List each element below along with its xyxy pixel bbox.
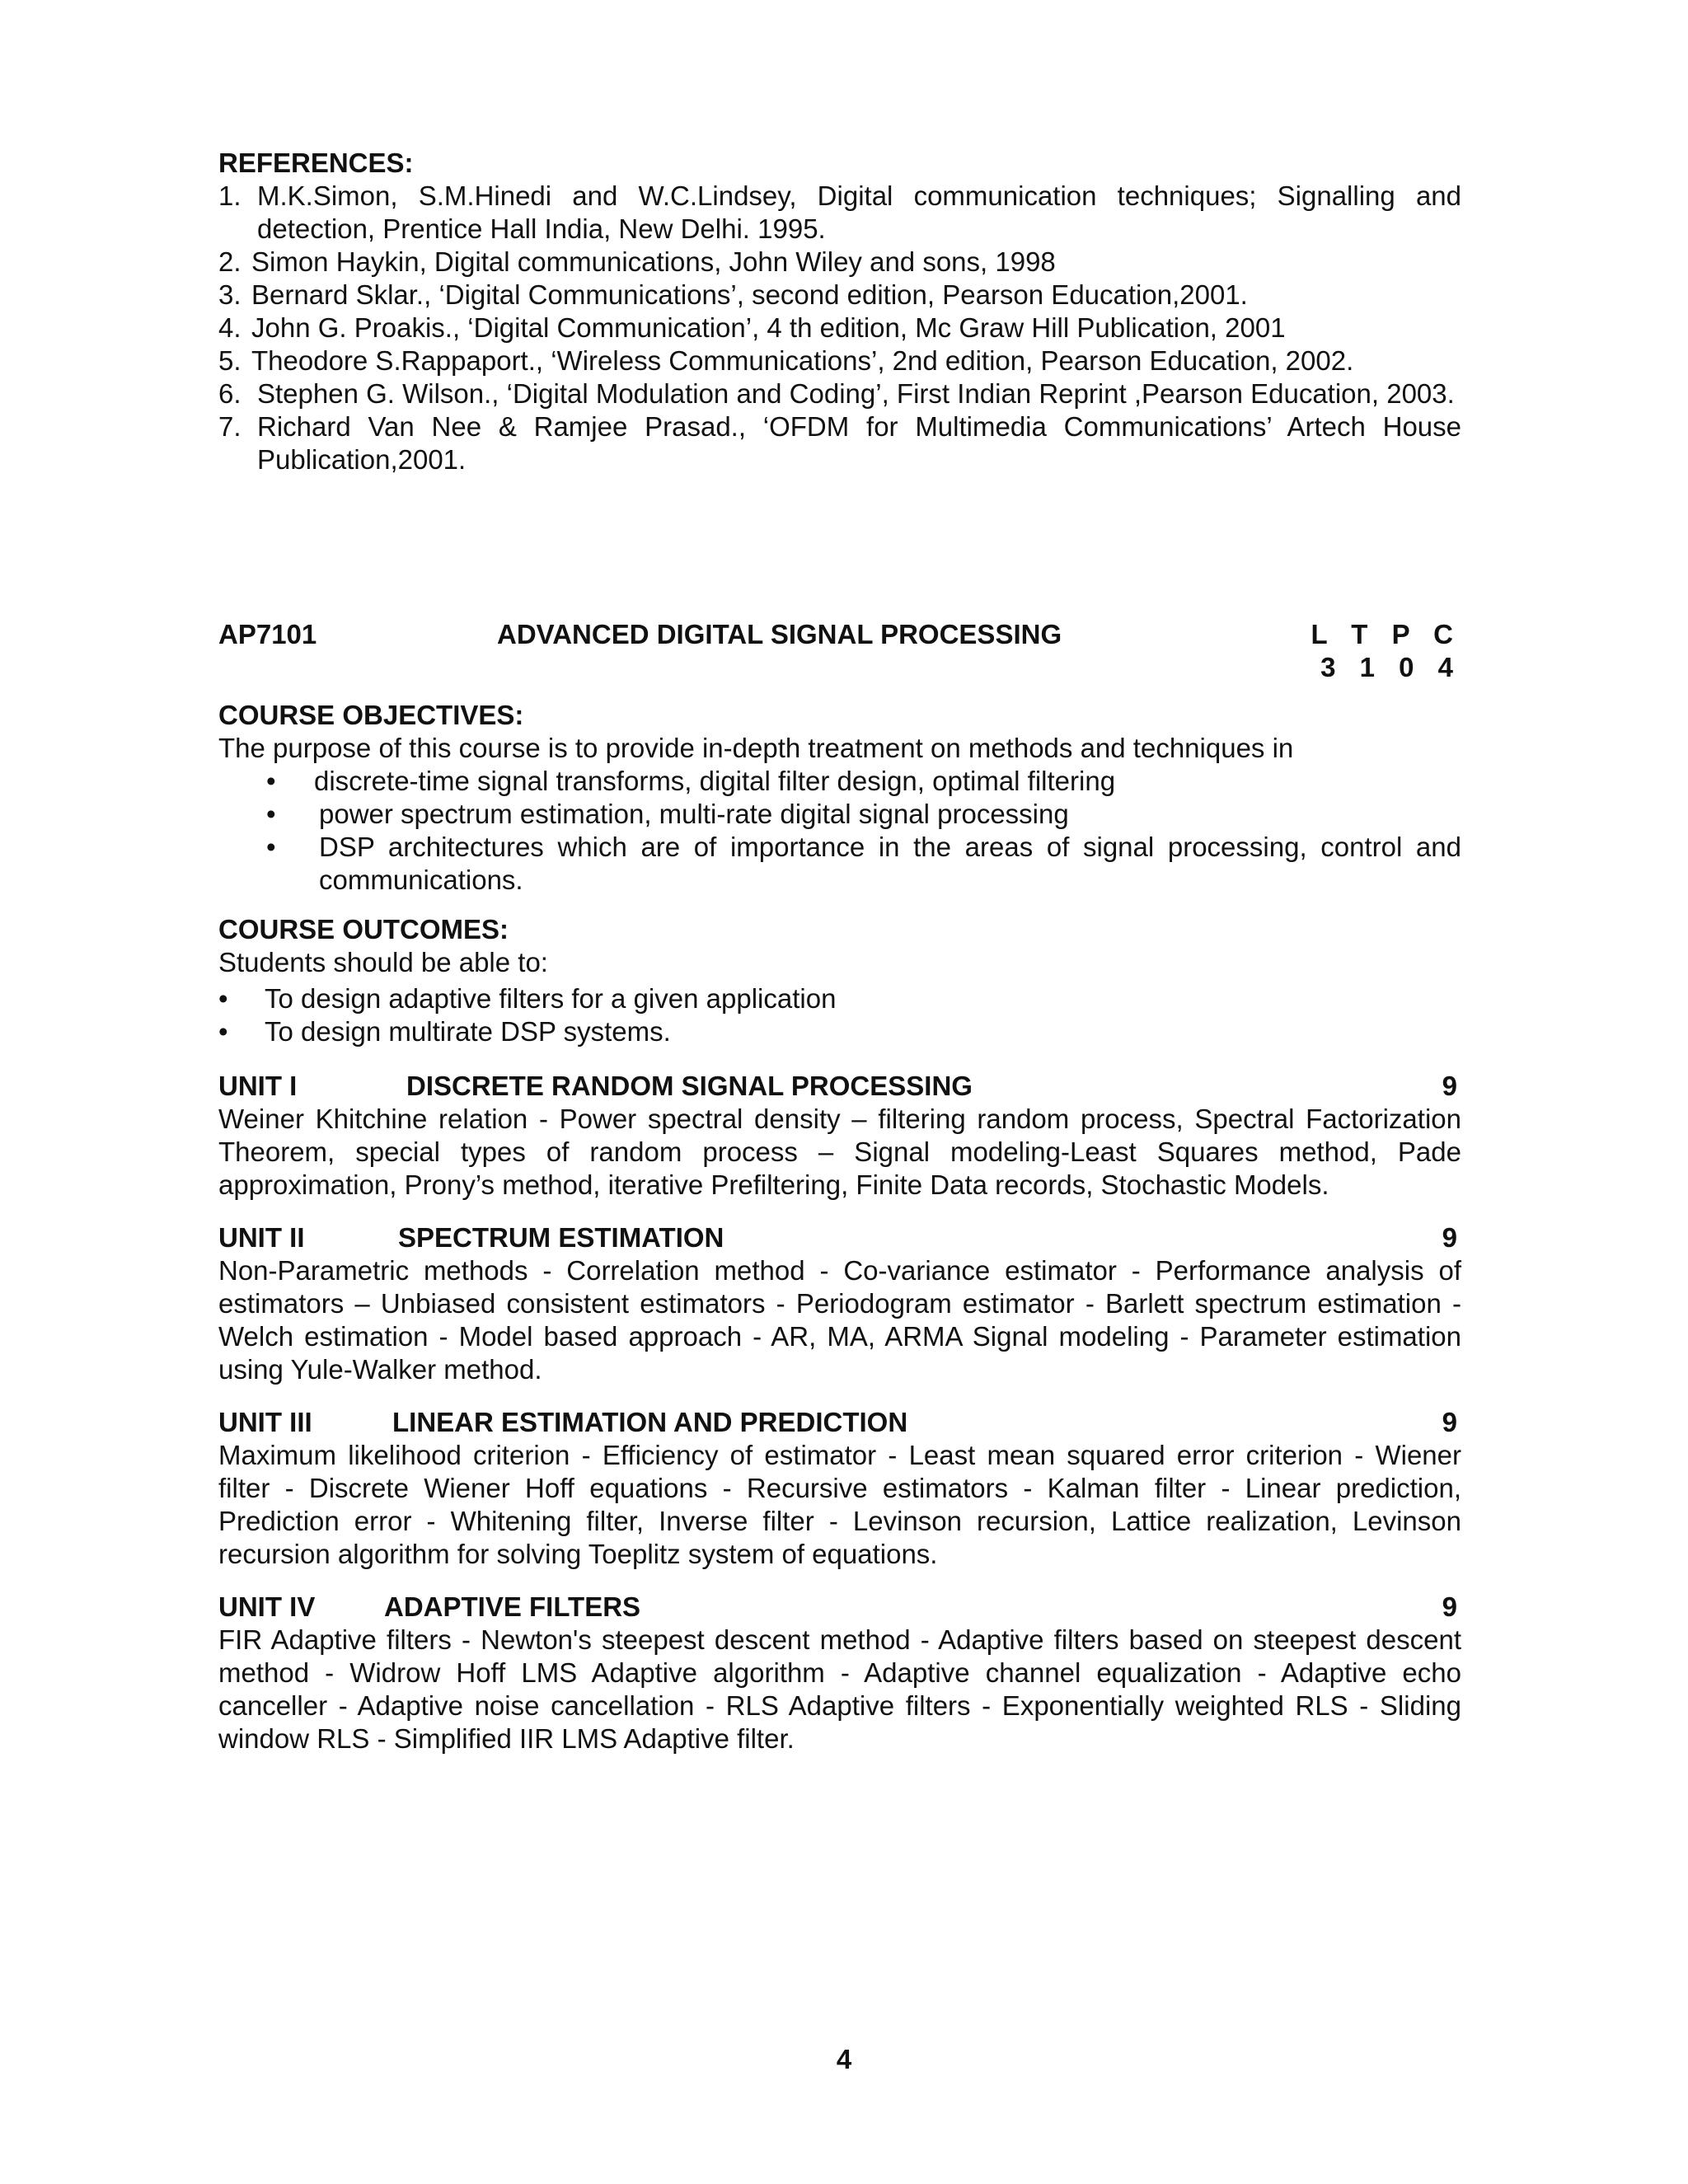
reference-text: Richard Van Nee & Ramjee Prasad., ‘OFDM for Multimedia Communications’ Artech House Publication,2001. <box>257 411 1461 475</box>
reference-item <box>218 312 1461 344</box>
reference-number: 7. <box>218 411 241 442</box>
reference-number: 2. <box>218 246 241 277</box>
reference-text: M.K.Simon, S.M.Hinedi and W.C.Lindsey, Digital communication techniques; Signalling and detection, Prentice Hall India, New Delhi. 1995. <box>257 180 1461 244</box>
objective-text: DSP architectures which are of importance in the areas of signal processing, control and communications. <box>319 832 1461 895</box>
reference-number: 3. <box>218 279 241 310</box>
unit-body: Non-Parametric methods - Correlation method - Co-variance estimator - Performance analysis of estimators – Unbiased consistent estimators - Periodogram estimator - Barlett spectrum estimation - Welch estimation - Model based approach - AR, MA, ARMA Signal modeling - Parameter estimation using Yule-Walker method. <box>218 1255 1461 1385</box>
reference-item <box>218 410 1461 476</box>
reference-item <box>218 246 1461 279</box>
objectives-list <box>218 765 1461 897</box>
course-header <box>218 618 1461 684</box>
reference-text: Simon Haykin, Digital communications, John Wiley and sons, 1998 <box>251 246 1056 277</box>
course-title: ADVANCED DIGITAL SIGNAL PROCESSING <box>497 619 1062 649</box>
reference-item <box>218 344 1461 377</box>
ltpc-header: L T P C <box>1311 619 1461 649</box>
unit-number: UNIT IV <box>218 1591 316 1622</box>
course-code: AP7101 <box>218 619 317 649</box>
reference-item <box>218 377 1461 410</box>
unit-number: UNIT III <box>218 1407 312 1437</box>
outcome-item <box>218 1015 1461 1048</box>
objective-item <box>218 831 1461 897</box>
unit-hours: 9 <box>1442 1071 1457 1101</box>
outcome-item <box>218 982 1461 1015</box>
unit-name: SPECTRUM ESTIMATION <box>398 1222 724 1253</box>
reference-text: Theodore S.Rappaport., ‘Wireless Communications’, 2nd edition, Pearson Education, 2002. <box>251 345 1354 376</box>
bullet-icon: • <box>266 766 276 796</box>
outcomes-intro: Students should be able to: <box>218 947 548 977</box>
bullet-icon: • <box>266 832 276 862</box>
outcomes-list <box>218 982 1461 1048</box>
objective-text: discrete-time signal transforms, digital filter design, optimal filtering <box>314 766 1116 796</box>
page-content <box>218 147 1461 1755</box>
reference-text: John G. Proakis., ‘Digital Communication’, 4 th edition, Mc Graw Hill Publication, 2001 <box>251 312 1286 343</box>
reference-item <box>218 279 1461 312</box>
objectives-title: COURSE OBJECTIVES: <box>218 700 524 730</box>
outcome-text: To design multirate DSP systems. <box>265 1016 671 1047</box>
outcomes-title: COURSE OUTCOMES: <box>218 914 509 944</box>
unit-name: LINEAR ESTIMATION AND PREDICTION <box>392 1407 908 1437</box>
bullet-icon: • <box>218 983 228 1014</box>
bullet-icon: • <box>266 799 276 829</box>
unit-name: ADAPTIVE FILTERS <box>384 1591 641 1622</box>
unit-body: FIR Adaptive filters - Newton's steepest descent method - Adaptive filters based on steepest descent method - Widrow Hoff LMS Adaptive algorithm - Adaptive channel equalization - Adaptive echo canceller - Adaptive noise cancellation - RLS Adaptive filters - Exponentially weighted RLS - Sliding window RLS - Simplified IIR LMS Adaptive filter. <box>218 1624 1461 1754</box>
unit-hours: 9 <box>1442 1407 1457 1437</box>
reference-text: Bernard Sklar., ‘Digital Communications’, second edition, Pearson Education,2001. <box>251 279 1248 310</box>
references-list <box>218 180 1461 476</box>
reference-number: 6. <box>218 378 241 409</box>
unit-section <box>218 1070 1461 1202</box>
objective-item <box>218 765 1461 798</box>
unit-header <box>218 1221 1461 1254</box>
unit-header <box>218 1591 1461 1624</box>
ltpc-values: 3 1 0 4 <box>1320 652 1461 682</box>
objective-item <box>218 798 1461 831</box>
unit-section <box>218 1591 1461 1755</box>
unit-hours: 9 <box>1442 1222 1457 1253</box>
unit-header <box>218 1070 1461 1103</box>
unit-body: Maximum likelihood criterion - Efficiency of estimator - Least mean squared error criterion - Wiener filter - Discrete Wiener Hoff equations - Recursive estimators - Kalman filter - Linear prediction, Prediction error - Whitening filter, Inverse filter - Levinson recursion, Lattice realization, Levinson recursion algorithm for solving Toeplitz system of equations. <box>218 1440 1461 1569</box>
outcome-text: To design adaptive filters for a given application <box>265 983 837 1014</box>
unit-section <box>218 1406 1461 1571</box>
page-number: 4 <box>836 2044 852 2074</box>
unit-name: DISCRETE RANDOM SIGNAL PROCESSING <box>406 1071 973 1101</box>
unit-number: UNIT II <box>218 1222 305 1253</box>
reference-number: 5. <box>218 345 241 376</box>
objectives-intro: The purpose of this course is to provide in-depth treatment on methods and techniques in <box>218 733 1294 763</box>
objective-text: power spectrum estimation, multi-rate digital signal processing <box>319 799 1069 829</box>
reference-item <box>218 180 1461 246</box>
bullet-icon: • <box>218 1016 228 1047</box>
unit-section <box>218 1221 1461 1386</box>
reference-number: 1. <box>218 180 241 211</box>
unit-number: UNIT I <box>218 1071 298 1101</box>
unit-header <box>218 1406 1461 1439</box>
unit-body: Weiner Khitchine relation - Power spectral density – filtering random process, Spectral Factorization Theorem, special types of random process – Signal modeling-Least Squares method, Pade approximation, Prony’s method, iterative Prefiltering, Finite Data records, Stochastic Models. <box>218 1104 1461 1200</box>
reference-text: Stephen G. Wilson., ‘Digital Modulation and Coding’, First Indian Reprint ,Pearson Education, 2003. <box>257 378 1455 409</box>
unit-hours: 9 <box>1442 1591 1457 1622</box>
reference-number: 4. <box>218 312 241 343</box>
references-title: REFERENCES: <box>218 148 414 178</box>
